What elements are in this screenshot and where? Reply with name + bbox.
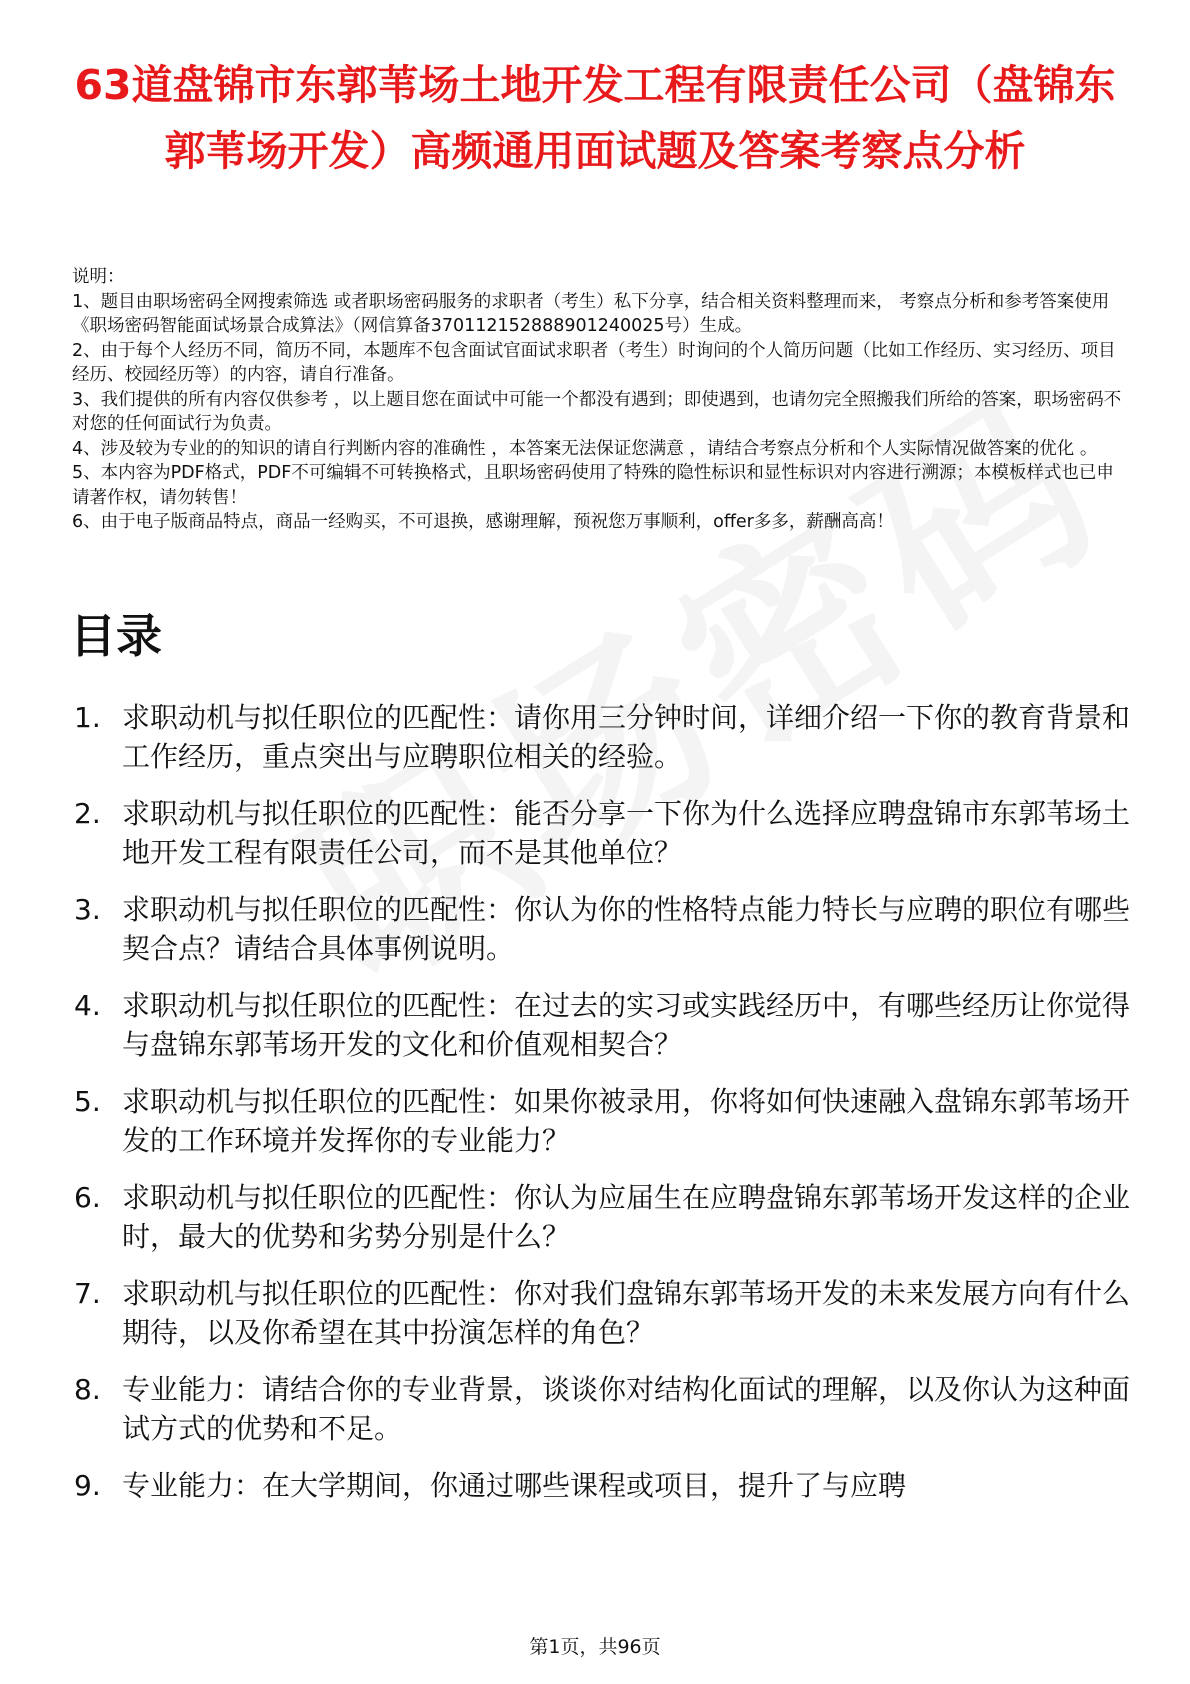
note-item: 6、由于电子版商品特点，商品一经购买，不可退换，感谢理解，预祝您万事顺利，offer多多，薪酬高高！ xyxy=(72,512,894,532)
toc-item-number: 7. xyxy=(74,1277,101,1310)
toc-item-number: 9. xyxy=(74,1469,101,1502)
toc-item-text: 专业能力：在大学期间，你通过哪些课程或项目，提升了与应聘 xyxy=(122,1469,907,1502)
toc-item[interactable] xyxy=(70,1370,1130,1448)
table-of-contents xyxy=(70,698,1130,1618)
toc-item-text: 求职动机与拟任职位的匹配性：你认为应届生在应聘盘锦东郭苇场开发这样的企业时，最大的优势和劣势分别是什么？ xyxy=(122,1181,1130,1253)
note-item: 1、题目由职场密码全网搜索筛选 或者职场密码服务的求职者（考生）私下分享，结合相关资料整理而来， 考察点分析和参考答案使用《职场密码智能面试场景合成算法》（网信算备370112152888901240025号）生成。 xyxy=(72,291,1110,336)
toc-item[interactable] xyxy=(70,986,1130,1064)
toc-item-number: 1. xyxy=(74,701,101,734)
toc-item[interactable] xyxy=(70,1466,1130,1505)
toc-item[interactable] xyxy=(70,1178,1130,1256)
note-item: 4、涉及较为专业的的知识的请自行判断内容的准确性 ，本答案无法保证您满意 ，请结合考察点分析和个人实际情况做答案的优化 。 xyxy=(72,438,1098,459)
page-footer: 第1页，共96页 xyxy=(0,1634,1190,1660)
toc-item[interactable] xyxy=(70,794,1130,872)
toc-item-text: 求职动机与拟任职位的匹配性：在过去的实习或实践经历中，有哪些经历让你觉得与盘锦东郭苇场开发的文化和价值观相契合？ xyxy=(122,989,1130,1061)
toc-item-text: 求职动机与拟任职位的匹配性：你认为你的性格特点能力特长与应聘的职位有哪些契合点？请结合具体事例说明。 xyxy=(122,893,1130,965)
toc-item-number: 3. xyxy=(74,893,101,926)
toc-heading: 目录 xyxy=(70,609,162,663)
toc-item-number: 2. xyxy=(74,797,101,830)
notes-section xyxy=(72,265,1122,535)
toc-item-number: 6. xyxy=(74,1181,101,1214)
toc-item-number: 4. xyxy=(74,989,101,1022)
note-item: 2、由于每个人经历不同，简历不同，本题库不包含面试官面试求职者（考生）时询问的个人简历问题（比如工作经历、实习经历、项目经历、校园经历等）的内容，请自行准备。 xyxy=(72,340,1116,385)
toc-item-text: 求职动机与拟任职位的匹配性：能否分享一下你为什么选择应聘盘锦市东郭苇场土地开发工程有限责任公司，而不是其他单位？ xyxy=(122,797,1130,869)
toc-item-text: 求职动机与拟任职位的匹配性：如果你被录用，你将如何快速融入盘锦东郭苇场开发的工作环境并发挥你的专业能力？ xyxy=(122,1085,1130,1157)
toc-item-text: 求职动机与拟任职位的匹配性：你对我们盘锦东郭苇场开发的未来发展方向有什么期待，以及你希望在其中扮演怎样的角色？ xyxy=(122,1277,1130,1349)
toc-item-number: 8. xyxy=(74,1373,101,1406)
document-title: 63道盘锦市东郭苇场土地开发工程有限责任公司（盘锦东郭苇场开发）高频通用面试题及答案考察点分析 xyxy=(74,61,1116,175)
toc-item-text: 求职动机与拟任职位的匹配性：请你用三分钟时间，详细介绍一下你的教育背景和工作经历，重点突出与应聘职位相关的经验。 xyxy=(122,701,1130,773)
note-item: 5、本内容为PDF格式，PDF不可编辑不可转换格式，且职场密码使用了特殊的隐性标识和显性标识对内容进行溯源；本模板样式也已申请著作权，请勿转售！ xyxy=(72,463,1114,508)
toc-item[interactable] xyxy=(70,890,1130,968)
toc-item-text: 专业能力：请结合你的专业背景，谈谈你对结构化面试的理解，以及你认为这种面试方式的优势和不足。 xyxy=(122,1373,1130,1445)
notes-label: 说明： xyxy=(72,267,125,287)
toc-item[interactable] xyxy=(70,698,1130,776)
toc-item[interactable] xyxy=(70,1274,1130,1352)
toc-item-number: 5. xyxy=(74,1085,101,1118)
toc-item[interactable] xyxy=(70,1082,1130,1160)
note-item: 3、我们提供的所有内容仅供参考 ，以上题目您在面试中可能一个都没有遇到；即使遇到，也请勿完全照搬我们所给的答案，职场密码不对您的任何面试行为负责。 xyxy=(72,389,1122,434)
